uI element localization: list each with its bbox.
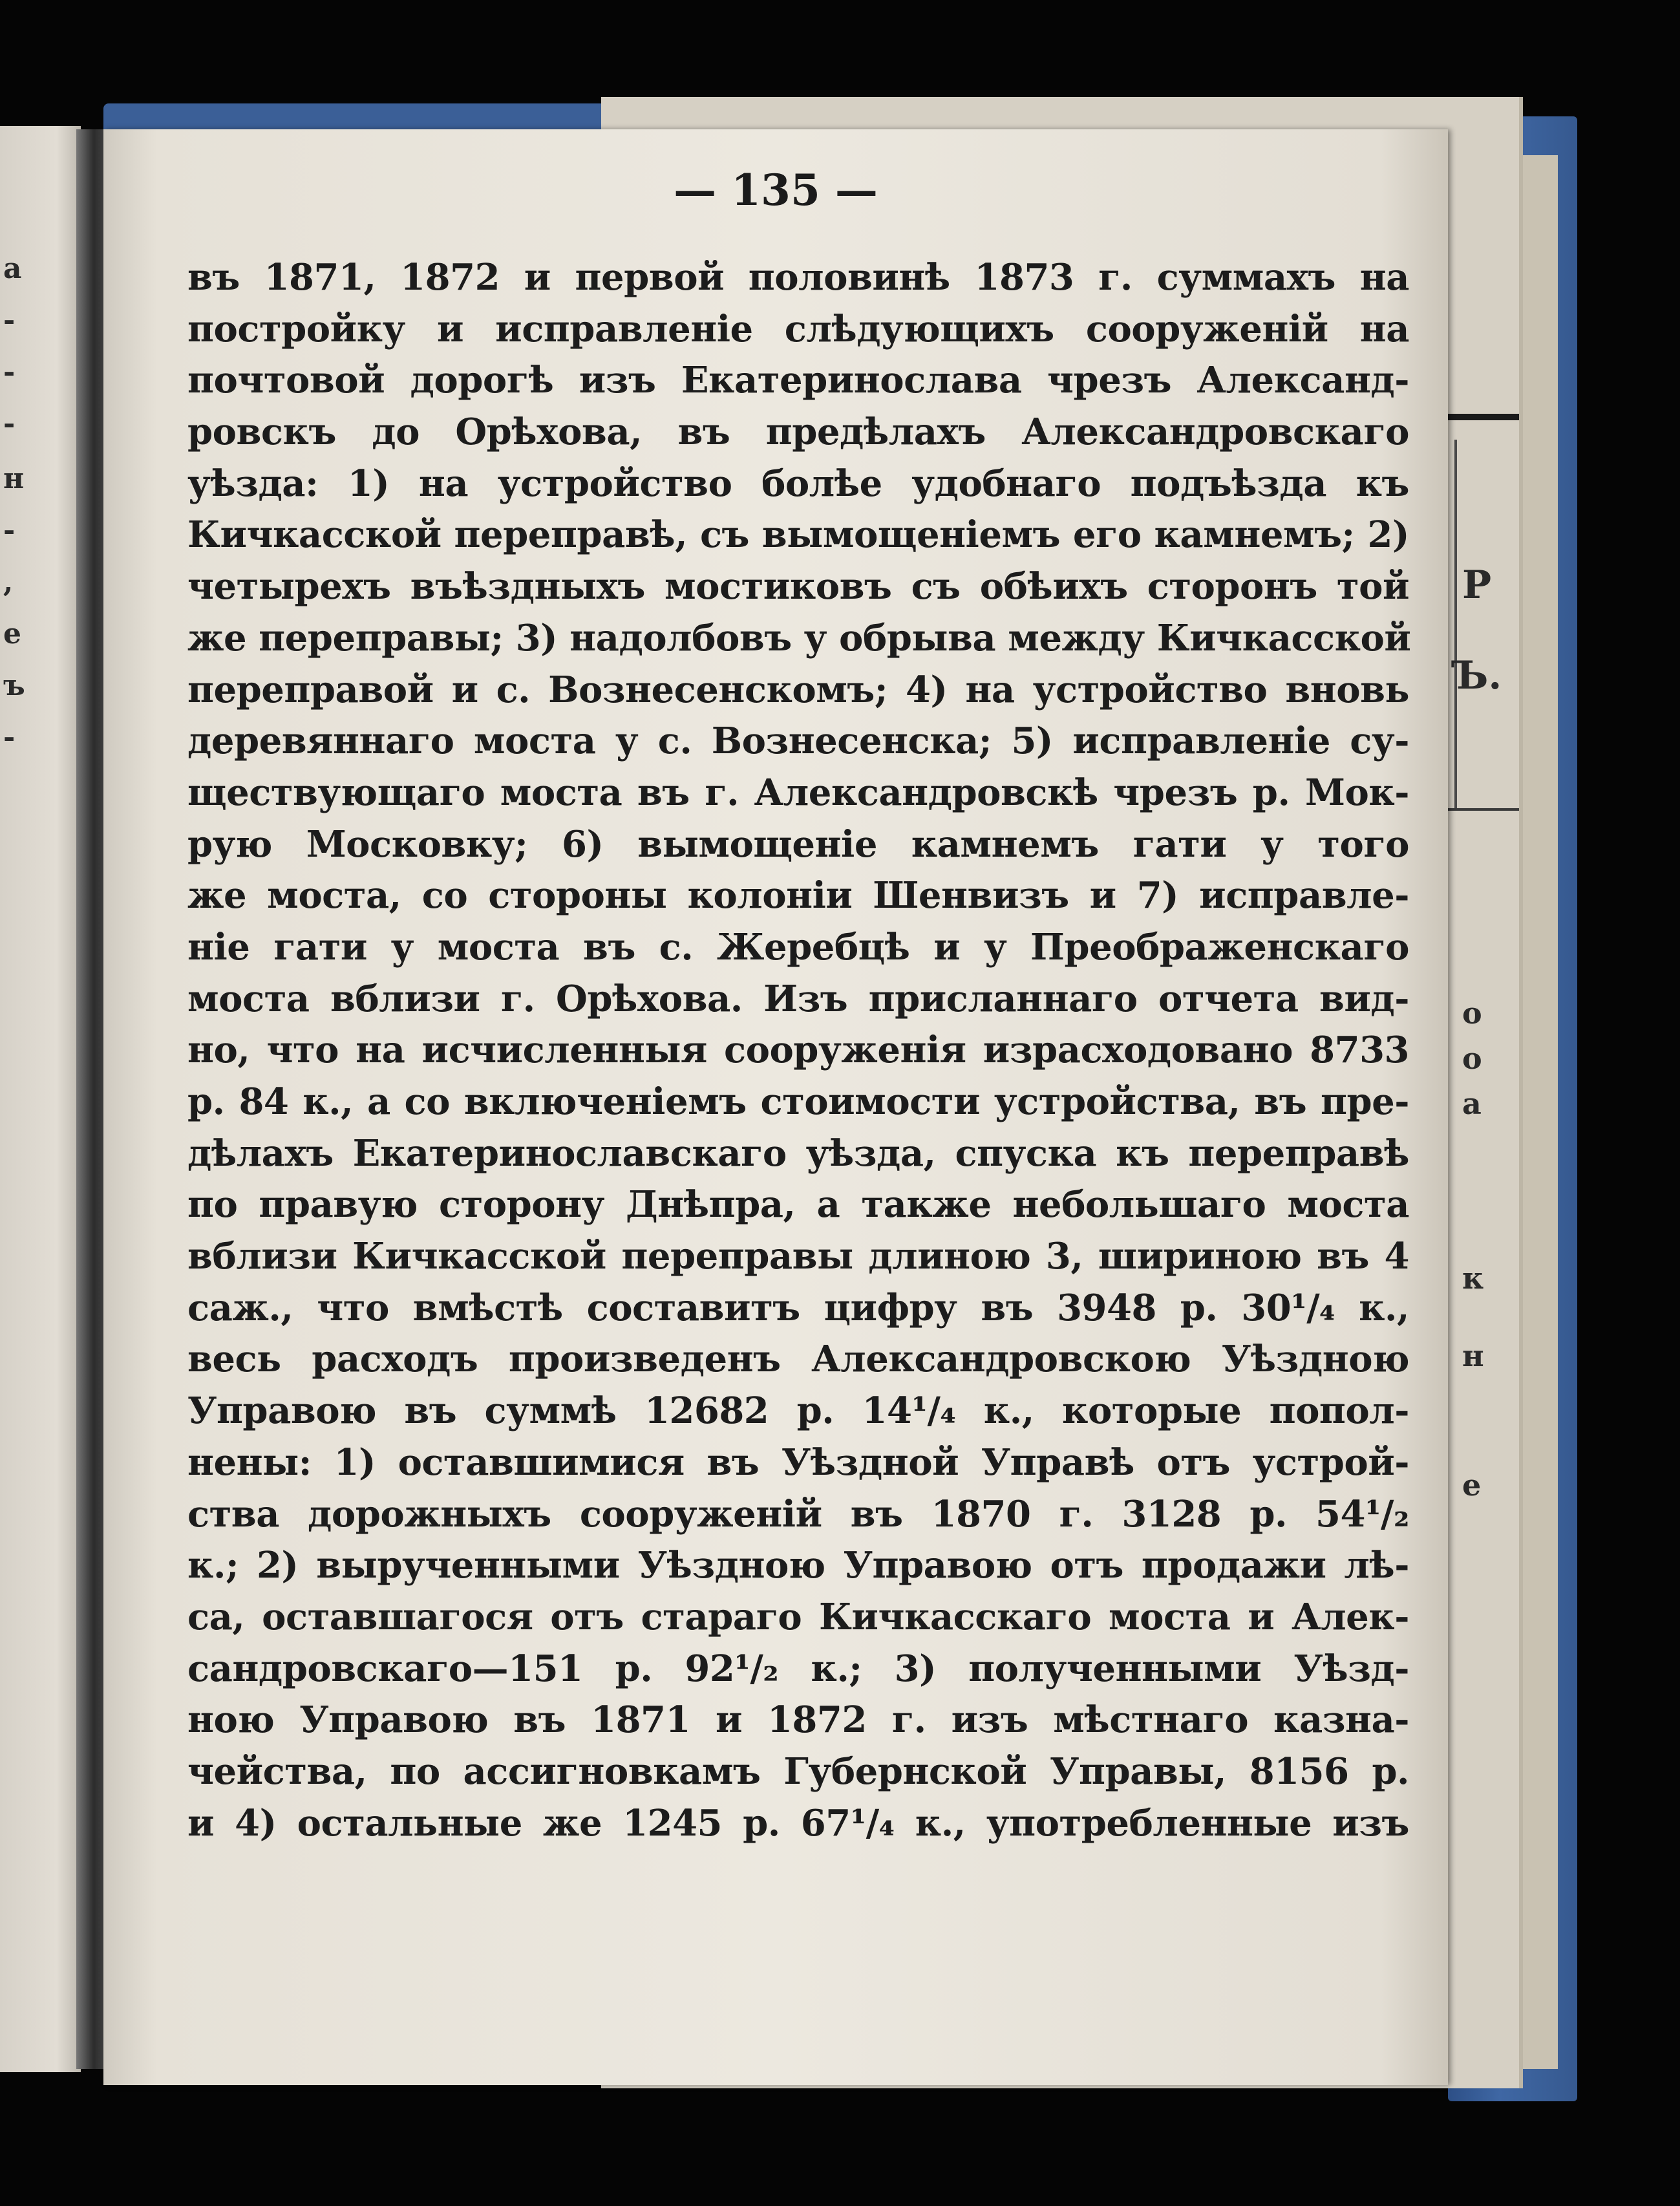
text-line: ровскъ до Орѣхова, въ предѣлахъ Александровскаго — [187, 411, 1409, 454]
text-line: и 4) остальные же 1245 р. 67¹/₄ к., употребленные изъ — [187, 1801, 1409, 1845]
left-margin-mark: - — [3, 514, 16, 547]
right-margin-mark: о — [1462, 996, 1482, 1031]
text-line: сандровскаго—151 р. 92¹/₂ к.; 3) полученными Уѣзд- — [187, 1647, 1409, 1690]
text-line: ною Управою въ 1871 и 1872 г. изъ мѣстнаго казна- — [187, 1698, 1409, 1742]
left-margin-mark: , — [3, 566, 14, 599]
page-number: — 135 — — [674, 165, 878, 215]
text-line: дѣлахъ Екатеринославскаго уѣзда, спуска къ переправѣ — [187, 1131, 1409, 1175]
text-line: уѣзда: 1) на устройство болѣе удобнаго подъѣзда къ — [187, 462, 1409, 505]
right-margin-mark: е — [1462, 1468, 1482, 1503]
page-text — [187, 252, 1409, 1849]
right-margin-mark: Р — [1462, 562, 1492, 608]
text-line: четырехъ въѣздныхъ мостиковъ съ обѣихъ сторонъ той — [187, 565, 1409, 608]
underlying-vertical-rule — [1454, 440, 1457, 808]
underlying-rule — [1441, 414, 1519, 420]
previous-page — [0, 126, 81, 2072]
right-margin-mark: а — [1462, 1086, 1482, 1121]
text-line: постройку и исправленіе слѣдующихъ сооруженій на — [187, 307, 1409, 350]
text-line: са, оставшагося отъ стараго Кичкасскаго моста и Алек- — [187, 1595, 1409, 1638]
text-line: моста вблизи г. Орѣхова. Изъ присланнаго отчета вид- — [187, 977, 1409, 1020]
right-margin-mark: о — [1462, 1041, 1482, 1076]
text-line: почтовой дорогѣ изъ Екатеринослава чрезъ Александ- — [187, 359, 1409, 402]
left-margin-mark: - — [3, 721, 16, 754]
text-line: деревяннаго моста у с. Вознесенска; 5) исправленіе су- — [187, 720, 1409, 763]
text-line: ніе гати у моста въ с. Жеребцѣ и у Преображенскаго — [187, 925, 1409, 969]
left-margin-mark: е — [3, 617, 21, 650]
text-line: саж., что вмѣстѣ составитъ цифру въ 3948 р. 30¹/₄ к., — [187, 1286, 1409, 1329]
text-line: переправой и с. Вознесенскомъ; 4) на устройство вновь — [187, 668, 1409, 711]
text-line: нены: 1) оставшимися въ Уѣздной Управѣ отъ устрой- — [187, 1440, 1409, 1484]
left-margin-mark: н — [3, 462, 25, 495]
text-line: рую Московку; 6) вымощеніе камнемъ гати у того — [187, 822, 1409, 866]
text-line: ства дорожныхъ сооруженій въ 1870 г. 3128 р. 54¹/₂ — [187, 1492, 1409, 1536]
text-line: но, что на исчисленныя сооруженія израсходовано 8733 — [187, 1029, 1409, 1072]
right-margin-mark: Ъ. — [1451, 653, 1502, 698]
text-line: чейства, по ассигновкамъ Губернской Управы, 8156 р. — [187, 1750, 1409, 1793]
text-line: к.; 2) вырученными Уѣздною Управою отъ продажи лѣ- — [187, 1544, 1409, 1587]
right-margin-mark: к — [1462, 1261, 1484, 1296]
underlying-rule-lower — [1441, 808, 1519, 811]
left-margin-mark: - — [3, 304, 16, 337]
left-margin-mark: а — [3, 252, 22, 285]
left-margin-mark: - — [3, 356, 16, 389]
text-line: весь расходъ произведенъ Александровскою Уѣздною — [187, 1338, 1409, 1381]
text-line: Управою въ суммѣ 12682 р. 14¹/₄ к., которые попол- — [187, 1389, 1409, 1433]
text-line: же переправы; 3) надолбовъ у обрыва между Кичкасской — [187, 616, 1411, 659]
left-margin-mark: - — [3, 407, 16, 440]
text-line: р. 84 к., а со включеніемъ стоимости устройства, въ пре- — [187, 1080, 1409, 1123]
text-line: же моста, со стороны колоніи Шенвизъ и 7) исправле- — [187, 874, 1409, 917]
text-line: Кичкасской переправѣ, съ вымощеніемъ его камнемъ; 2) — [187, 513, 1409, 557]
text-line: ществующаго моста въ г. Александровскѣ чрезъ р. Мок- — [187, 771, 1409, 814]
right-margin-mark: н — [1462, 1338, 1484, 1373]
text-line: вблизи Кичкасской переправы длиною 3, шириною въ 4 — [187, 1235, 1409, 1278]
left-margin-mark: ъ — [3, 669, 25, 702]
book-page — [103, 129, 1448, 2085]
text-line: въ 1871, 1872 и первой половинѣ 1873 г. суммахъ на — [187, 256, 1409, 299]
text-line: по правую сторону Днѣпра, а также небольшаго моста — [187, 1183, 1409, 1226]
